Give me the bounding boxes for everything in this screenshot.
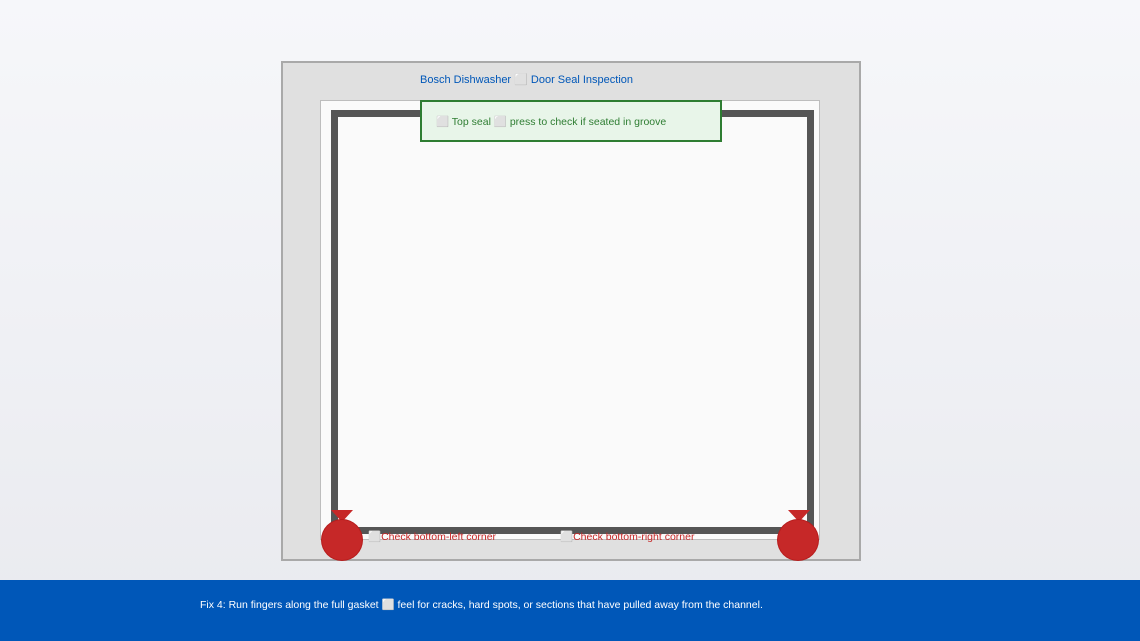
door-gasket bbox=[331, 110, 814, 534]
instruction-bar bbox=[0, 580, 1140, 641]
bottom-right-corner-label: ⬜Check bottom-right corner bbox=[560, 531, 695, 543]
instruction-text: Fix 4: Run fingers along the full gasket ⬜ feel for cracks, hard spots, or sections that have pulled away from the channel. bbox=[200, 599, 763, 611]
frame-title: Bosch Dishwasher ⬜ Door Seal Inspection bbox=[420, 74, 634, 86]
bottom-left-corner-label: ⬜Check bottom-left corner bbox=[368, 531, 497, 543]
bottom-left-corner-marker[interactable] bbox=[322, 520, 362, 560]
top-seal-callout-text: ⬜ Top seal ⬜ press to check if seated in groove bbox=[436, 116, 667, 128]
bottom-right-corner-marker[interactable] bbox=[778, 520, 818, 560]
top-seal-callout[interactable] bbox=[420, 100, 722, 142]
